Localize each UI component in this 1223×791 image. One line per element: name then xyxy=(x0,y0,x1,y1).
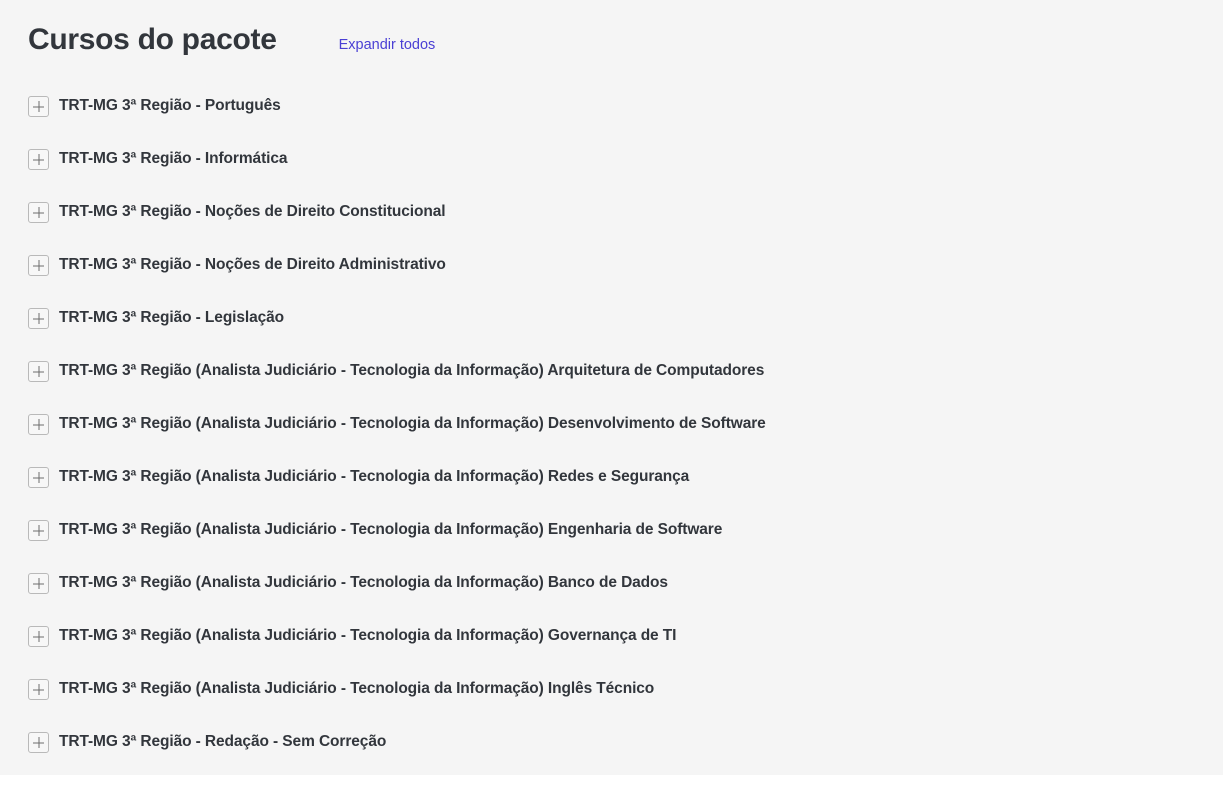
list-item[interactable] xyxy=(28,557,1195,610)
plus-square-icon[interactable] xyxy=(28,202,49,223)
list-item[interactable] xyxy=(28,504,1195,557)
list-item[interactable] xyxy=(28,398,1195,451)
plus-square-icon[interactable] xyxy=(28,414,49,435)
section-header xyxy=(28,22,1195,58)
course-label: TRT-MG 3ª Região (Analista Judiciário - Tecnologia da Informação) Engenharia de Software xyxy=(59,521,723,539)
plus-square-icon[interactable] xyxy=(28,149,49,170)
list-item[interactable] xyxy=(28,451,1195,504)
course-label: TRT-MG 3ª Região (Analista Judiciário - Tecnologia da Informação) Inglês Técnico xyxy=(59,680,655,698)
page-title: Cursos do pacote xyxy=(28,23,277,56)
plus-square-icon[interactable] xyxy=(28,732,49,753)
plus-square-icon[interactable] xyxy=(28,520,49,541)
list-item[interactable] xyxy=(28,292,1195,345)
page-bottom-divider xyxy=(0,775,1223,791)
plus-square-icon[interactable] xyxy=(28,679,49,700)
course-label: TRT-MG 3ª Região - Noções de Direito Administrativo xyxy=(59,256,446,274)
course-label: TRT-MG 3ª Região (Analista Judiciário - Tecnologia da Informação) Desenvolvimento de Software xyxy=(59,415,766,433)
plus-square-icon[interactable] xyxy=(28,361,49,382)
list-item[interactable] xyxy=(28,716,1195,769)
course-label: TRT-MG 3ª Região (Analista Judiciário - Tecnologia da Informação) Arquitetura de Computadores xyxy=(59,362,765,380)
plus-square-icon[interactable] xyxy=(28,308,49,329)
list-item[interactable] xyxy=(28,239,1195,292)
course-label: TRT-MG 3ª Região (Analista Judiciário - Tecnologia da Informação) Redes e Segurança xyxy=(59,468,690,486)
course-label: TRT-MG 3ª Região (Analista Judiciário - Tecnologia da Informação) Banco de Dados xyxy=(59,574,668,592)
plus-square-icon[interactable] xyxy=(28,467,49,488)
list-item[interactable] xyxy=(28,345,1195,398)
course-list xyxy=(28,80,1195,769)
plus-square-icon[interactable] xyxy=(28,255,49,276)
list-item[interactable] xyxy=(28,610,1195,663)
plus-square-icon[interactable] xyxy=(28,573,49,594)
list-item[interactable] xyxy=(28,133,1195,186)
course-label: TRT-MG 3ª Região - Informática xyxy=(59,150,288,168)
plus-square-icon[interactable] xyxy=(28,96,49,117)
course-label: TRT-MG 3ª Região - Redação - Sem Correção xyxy=(59,733,387,751)
course-label: TRT-MG 3ª Região - Legislação xyxy=(59,309,285,327)
list-item[interactable] xyxy=(28,80,1195,133)
plus-square-icon[interactable] xyxy=(28,626,49,647)
list-item[interactable] xyxy=(28,663,1195,716)
list-item[interactable] xyxy=(28,186,1195,239)
course-label: TRT-MG 3ª Região (Analista Judiciário - Tecnologia da Informação) Governança de TI xyxy=(59,627,677,645)
course-label: TRT-MG 3ª Região - Português xyxy=(59,97,281,115)
expand-all-link[interactable]: Expandir todos xyxy=(338,37,436,53)
course-label: TRT-MG 3ª Região - Noções de Direito Constitucional xyxy=(59,203,446,221)
